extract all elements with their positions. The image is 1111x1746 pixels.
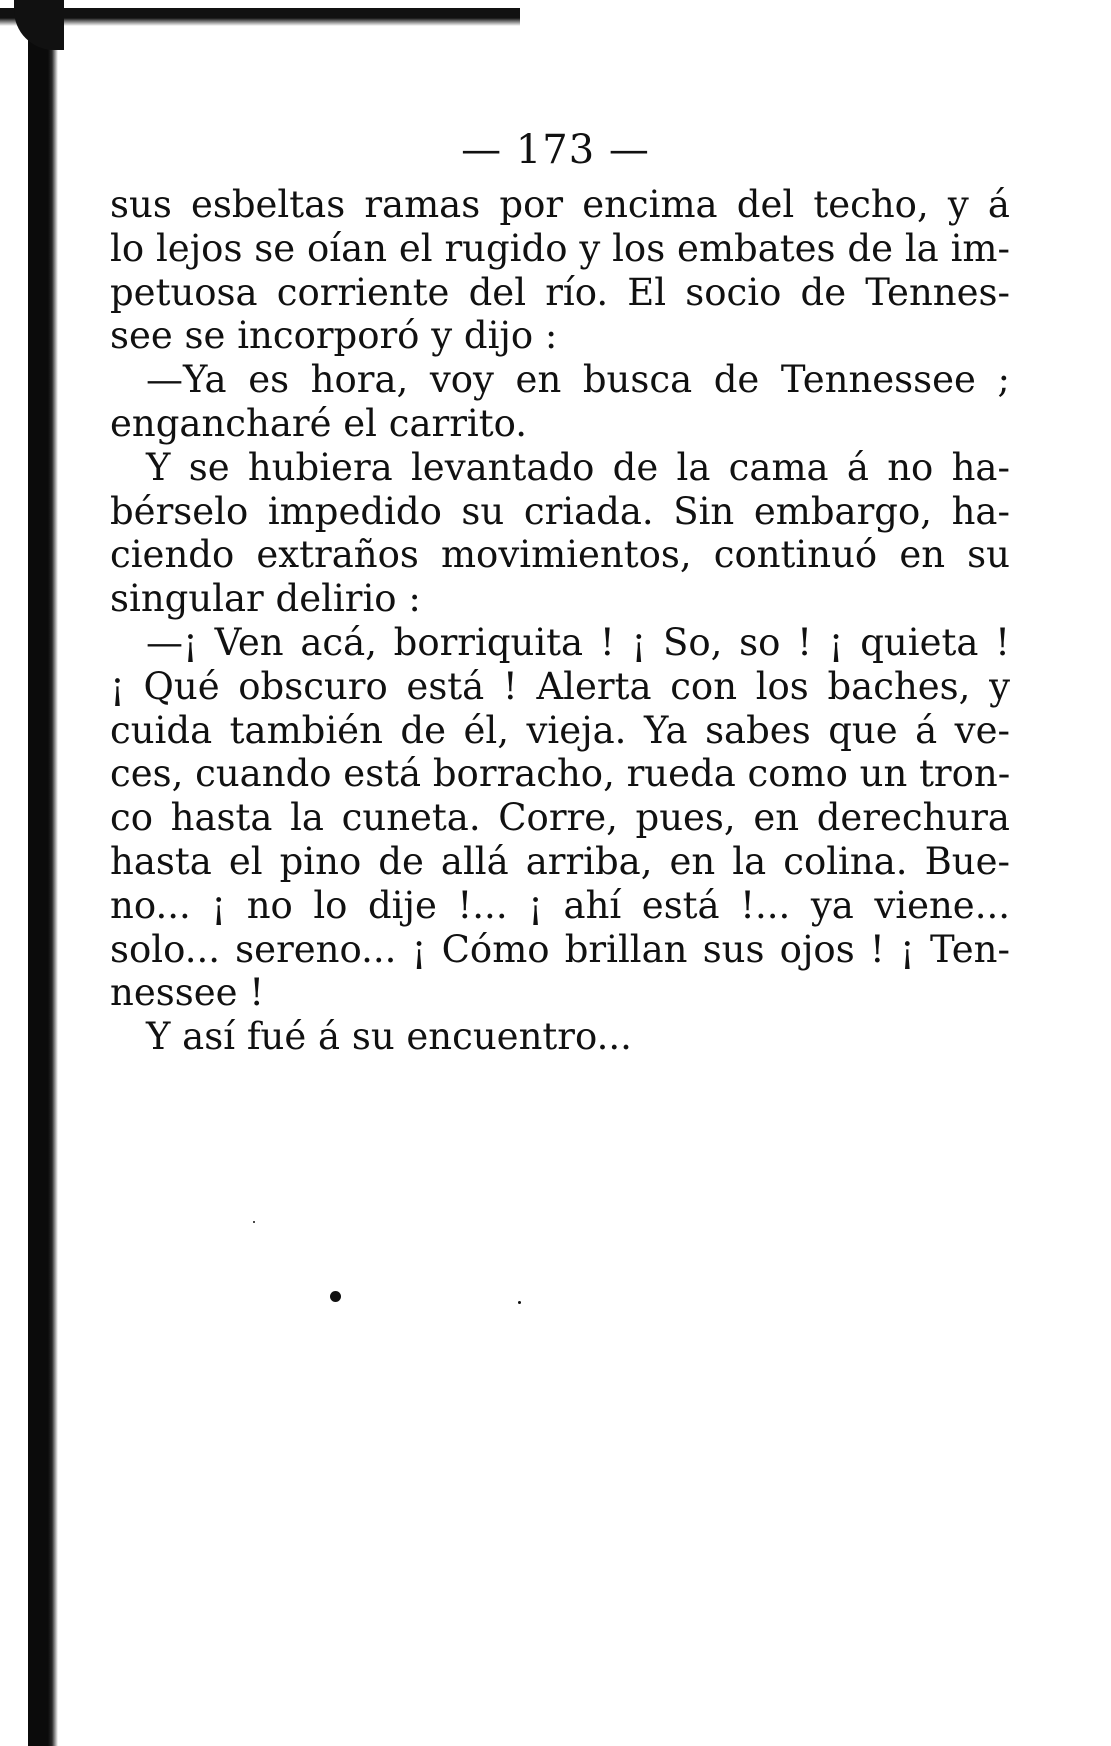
text-line: nessee ! — [110, 971, 265, 1015]
text-line: —Ya es hora, voy en busca de Tennessee ; — [146, 358, 1010, 402]
text-line: singular delirio : — [110, 577, 421, 621]
text-line: hasta el pino de allá arriba, en la colina. Bue- — [110, 839, 1010, 883]
text-line: no... ¡ no lo dije !... ¡ ahí está !... ya viene... — [110, 883, 1010, 927]
ink-speck — [330, 1291, 341, 1302]
ink-speck — [518, 1301, 521, 1304]
text-line: sus esbeltas ramas por encima del techo, y á — [110, 183, 1010, 226]
text-line: co hasta la cuneta. Corre, pues, en derechura — [110, 796, 1010, 840]
ink-speck — [253, 1221, 255, 1223]
text-line: Y se hubiera levantado de la cama á no ha- — [146, 445, 1010, 489]
text-line: lo lejos se oían el rugido y los embates de la im- — [110, 226, 1010, 270]
text-line: ¡ Qué obscuro está ! Alerta con los baches, y — [110, 664, 1010, 708]
text-line: bérselo impedido su criada. Sin embargo, ha- — [110, 489, 1010, 533]
scan-top-edge — [0, 0, 520, 26]
body-text — [110, 183, 1010, 1059]
text-line: see se incorporó y dijo : — [110, 314, 558, 358]
text-line: ciendo extraños movimientos, continuó en su — [110, 533, 1010, 577]
text-line: cuida también de él, vieja. Ya sabes que á ve- — [110, 708, 1010, 752]
text-line: —¡ Ven acá, borriquita ! ¡ So, so ! ¡ quieta ! — [146, 620, 1010, 664]
text-line: ces, cuando está borracho, rueda como un tron- — [110, 752, 1011, 796]
text-line: engancharé el carrito. — [110, 401, 527, 445]
text-line: solo... sereno... ¡ Cómo brillan sus ojos ! ¡ Ten- — [110, 927, 1010, 971]
page-number: — 173 — — [461, 127, 650, 173]
text-line: Y así fué á su encuentro... — [146, 1015, 632, 1059]
scan-binding-edge — [0, 0, 58, 1746]
text-line: petuosa corriente del río. El socio de Tennes- — [110, 270, 1010, 314]
